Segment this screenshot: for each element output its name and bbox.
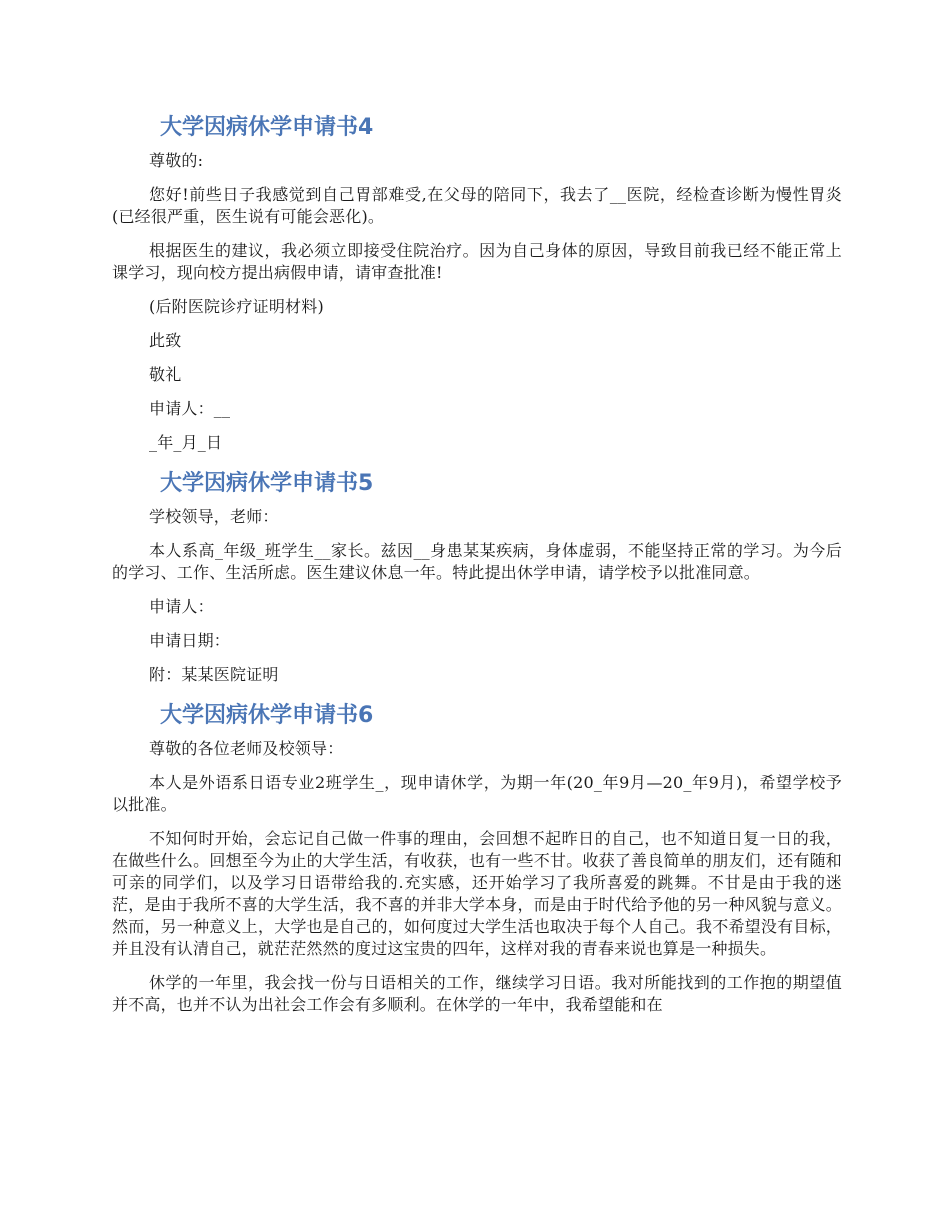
applicant-line: 申请人：: [149, 597, 214, 616]
attachment-line: 附：某某医院证明: [149, 665, 279, 684]
body-paragraph: 本人系高_年级_班学生__家长。兹因__身患某某疾病，身体虚弱，不能坚持正常的学习。为今后的学习、工作、生活所虑。医生建议休息一年。特此提出休学申请，请学校予以批准同意。: [112, 541, 842, 582]
date-line: _年_月_日: [149, 433, 223, 452]
salutation: 尊敬的各位老师及校领导：: [149, 739, 344, 758]
applicant-line: 申请人：__: [149, 399, 231, 418]
body-paragraph: 本人是外语系日语专业2班学生_，现申请休学，为期一年(20_年9月—20_年9月)，希望学校予以批准。: [112, 773, 842, 814]
section-title: 大学因病休学申请书5: [160, 471, 374, 496]
body-paragraph: (后附医院诊疗证明材料): [149, 297, 324, 316]
body-paragraph: 根据医生的建议，我必须立即接受住院治疗。因为自己身体的原因，导致目前我已经不能正常上课学习，现向校方提出病假申请，请审查批准!: [112, 241, 842, 282]
section-title: 大学因病休学申请书4: [160, 115, 374, 140]
body-paragraph: 您好!前些日子我感觉到自己胃部难受,在父母的陪同下，我去了__医院，经检查诊断为慢性胃炎(已经很严重，医生说有可能会恶化)。: [112, 185, 842, 226]
closing-line: 此致: [149, 331, 182, 350]
section-title: 大学因病休学申请书6: [160, 703, 374, 728]
body-paragraph: 休学的一年里，我会找一份与日语相关的工作，继续学习日语。我对所能找到的工作抱的期望值并不高，也并不认为出社会工作会有多顺利。在休学的一年中，我希望能和在: [112, 973, 842, 1014]
document-page: [112, 110, 842, 1028]
closing-line: 敬礼: [149, 365, 182, 384]
date-line: 申请日期：: [149, 631, 231, 650]
body-paragraph: 不知何时开始，会忘记自己做一件事的理由，会回想不起昨日的自己，也不知道日复一日的我，在做些什么。回想至今为止的大学生活，有收获，也有一些不甘。收获了善良简单的朋友们，还有随和可亲的同学们，以及学习日语带给我的.充实感，还开始学习了我所喜爱的跳舞。不甘是由于我的迷茫，是由于我所不喜的大学生活，我不喜的并非大学本身，而是由于时代给予他的另一种风貌与意义。然而，另一种意义上，大学也是自己的，如何度过大学生活也取决于每个人自己。我不希望没有目标，并且没有认清自己，就茫茫然然的度过这宝贵的四年，这样对我的青春来说也算是一种损失。: [112, 829, 842, 958]
salutation: 尊敬的:: [149, 151, 204, 170]
salutation: 学校领导，老师：: [149, 507, 279, 526]
